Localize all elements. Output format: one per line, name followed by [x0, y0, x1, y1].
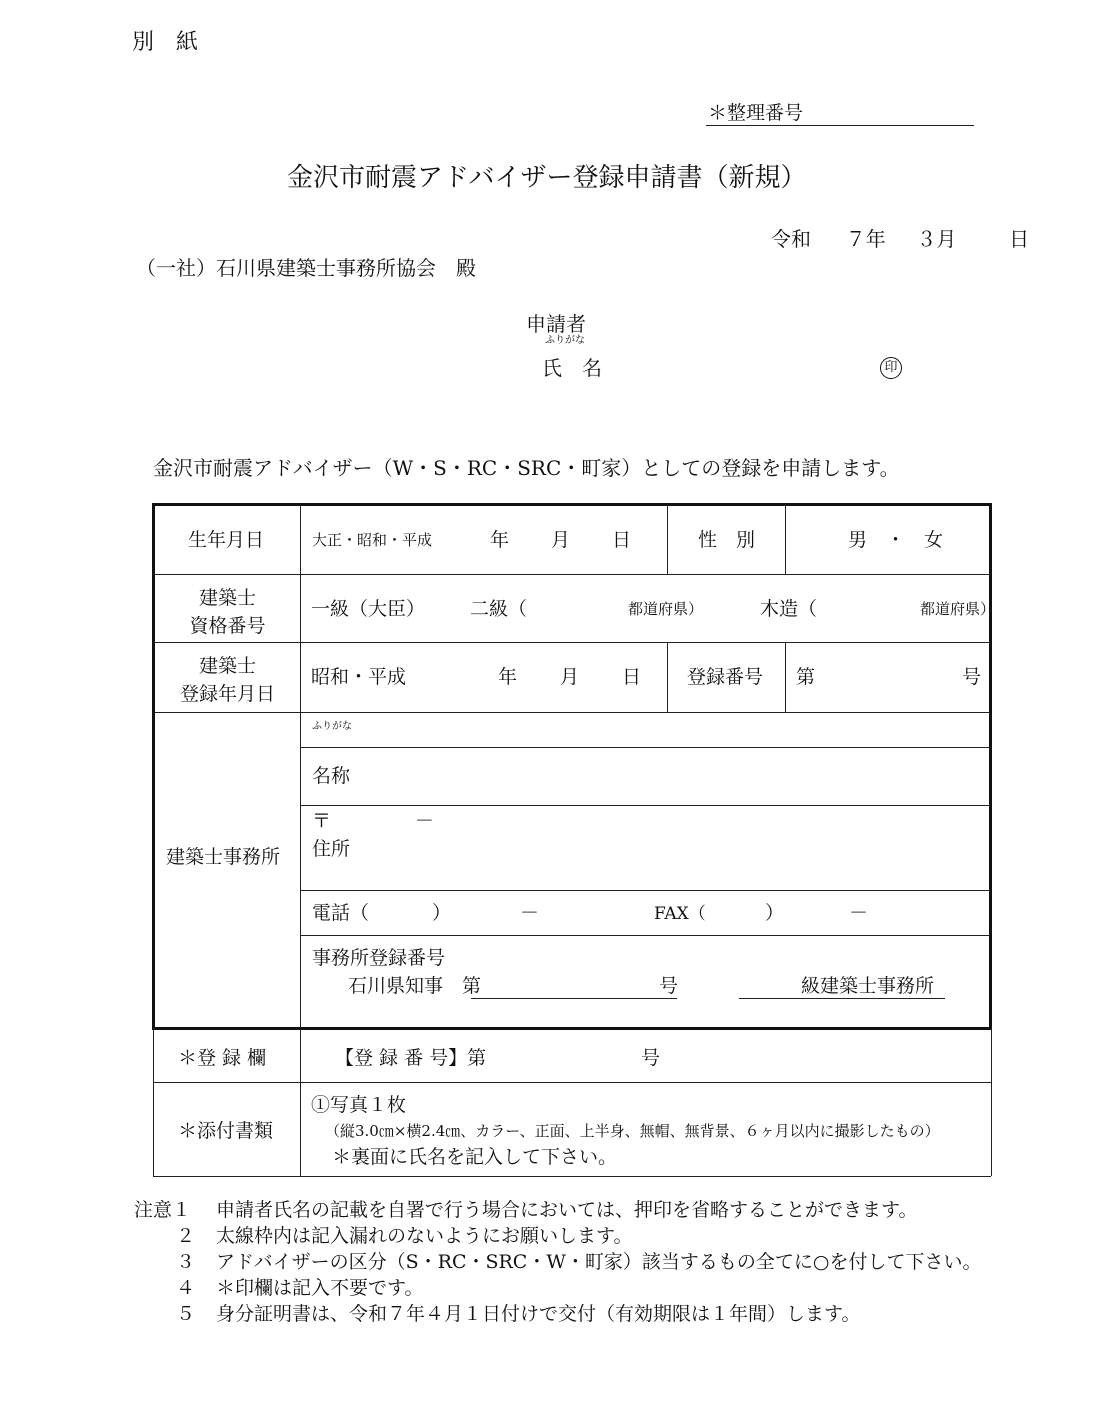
registration-era-options[interactable]: 昭和・平成: [311, 666, 407, 688]
fax-dash: －: [849, 902, 869, 924]
registration-day-label: 日: [622, 666, 642, 688]
date-era: 令和: [771, 227, 811, 251]
reference-number-label: ＊整理番号: [708, 102, 804, 124]
office-furigana: ふりがな: [312, 721, 352, 732]
attachment-photo-note: ＊裏面に氏名を記入して下さい。: [332, 1146, 618, 1168]
gender-label: 性 別: [698, 529, 756, 551]
applicant-label: 申請者: [526, 312, 586, 336]
date-year: ７年: [845, 227, 886, 251]
table-divider: [667, 506, 668, 574]
table-divider: [153, 1082, 991, 1083]
note-number: ３: [176, 1251, 196, 1273]
governor-label: 石川県知事 第: [348, 975, 482, 997]
table-divider: [300, 935, 990, 936]
application-statement: 金沢市耐震アドバイザー（W・S・RC・SRC・町家）としての登録を申請します。: [153, 456, 900, 480]
table-divider: [785, 642, 786, 712]
registry-number-label: 【登 録 番 号】第: [335, 1047, 487, 1069]
registration-date-label-line2: 登録年月日: [179, 682, 275, 705]
seal-icon: 印: [880, 357, 902, 379]
note-text: 身分証明書は、令和７年４月１日付けで交付（有効期限は１年間）します。: [216, 1303, 861, 1325]
note-text: アドバイザーの区分（S・RC・SRC・W・町家）該当するもの全てに○を付して下さい。: [216, 1251, 982, 1273]
table-divider: [300, 890, 990, 891]
note-text: 申請者氏名の記載を自署で行う場合においては、押印を省略することができます。: [216, 1199, 918, 1221]
applicant-furigana: ふりがな: [545, 335, 585, 346]
attachment-photo-detail: （縦3.0㎝×横2.4㎝、カラー、正面、上半身、無帽、無背景、６ヶ月以内に撮影したもの）: [325, 1122, 940, 1140]
phone-label: 電話（: [312, 902, 370, 924]
phone-close: ）: [432, 902, 452, 924]
applicant-name-label: 氏 名: [542, 356, 602, 380]
table-border-right: [991, 1028, 992, 1176]
second-class-option[interactable]: 二級（: [470, 598, 528, 620]
attachment-photo-item: ①写真１枚: [311, 1094, 407, 1116]
registration-number-label: 登録番号: [687, 666, 764, 688]
note-number: ２: [176, 1225, 196, 1247]
reference-number-field[interactable]: [706, 125, 974, 126]
birth-year-label: 年: [490, 529, 510, 551]
phone-dash: －: [520, 902, 540, 924]
fax-label: FAX（: [654, 904, 706, 924]
office-label: 建築士事務所: [166, 846, 281, 868]
office-class-label: 級建築士事務所: [801, 975, 935, 997]
birth-month-label: 月: [551, 529, 571, 551]
birth-date-label: 生年月日: [188, 529, 265, 551]
table-divider: [155, 642, 990, 643]
table-divider: [300, 747, 990, 748]
note-number: 注意１: [134, 1199, 192, 1221]
required-fields-frame: [152, 503, 992, 1030]
registration-date-label-line1: 建築士: [198, 655, 256, 677]
postal-dash: －: [415, 810, 435, 832]
office-registration-go: 号: [659, 975, 679, 997]
addressee: （一社）石川県建築士事務所協会 殿: [136, 256, 476, 280]
attachment-label: 別 紙: [132, 30, 199, 55]
date-day: 日: [1009, 227, 1030, 251]
table-divider: [300, 805, 990, 806]
note-number: ５: [176, 1303, 196, 1325]
office-registration-label: 事務所登録番号: [312, 947, 446, 969]
table-divider: [155, 712, 990, 713]
table-border-bottom: [153, 1176, 991, 1177]
note-text: ＊印欄は記入不要です。: [216, 1277, 424, 1299]
registration-year-label: 年: [498, 666, 518, 688]
office-registration-number-field[interactable]: [471, 998, 677, 999]
date-month: ３月: [916, 227, 957, 251]
gender-options[interactable]: 男 ・ 女: [848, 529, 944, 551]
birth-day-label: 日: [612, 529, 632, 551]
first-class-option[interactable]: 一級（大臣）: [311, 598, 426, 620]
date-line: [771, 229, 1029, 249]
wooden-prefecture: 都道府県）: [920, 600, 996, 618]
office-name-label: 名称: [312, 765, 351, 787]
note-number: ４: [176, 1277, 196, 1299]
registration-month-label: 月: [560, 666, 580, 688]
postal-mark: 〒: [312, 810, 332, 832]
attachments-label: ＊添付書類: [178, 1120, 274, 1142]
table-divider: [785, 506, 786, 574]
license-number-label: [155, 585, 300, 640]
wooden-option[interactable]: 木造（: [760, 598, 818, 620]
office-address-label: 住所: [312, 838, 351, 860]
second-class-prefecture: 都道府県）: [628, 600, 704, 618]
fax-close: ）: [765, 902, 785, 924]
note-text: 太線枠内は記入漏れのないようにお願いします。: [216, 1225, 633, 1247]
table-border-left: [153, 1028, 154, 1176]
table-divider: [667, 642, 668, 712]
registration-date-label: [155, 653, 300, 708]
registration-number-go: 号: [962, 666, 982, 688]
registry-number-go: 号: [641, 1047, 661, 1069]
birth-era-options[interactable]: 大正・昭和・平成: [312, 531, 433, 549]
office-class-field[interactable]: [739, 998, 945, 999]
license-number-label-line2: 資格番号: [189, 614, 266, 637]
registration-number-dai: 第: [796, 666, 816, 688]
table-divider: [300, 506, 301, 1176]
table-divider: [155, 574, 990, 575]
registry-label: ＊登 録 欄: [178, 1047, 267, 1069]
page-title: 金沢市耐震アドバイザー登録申請書（新規）: [287, 163, 807, 193]
license-number-label-line1: 建築士: [198, 587, 256, 609]
